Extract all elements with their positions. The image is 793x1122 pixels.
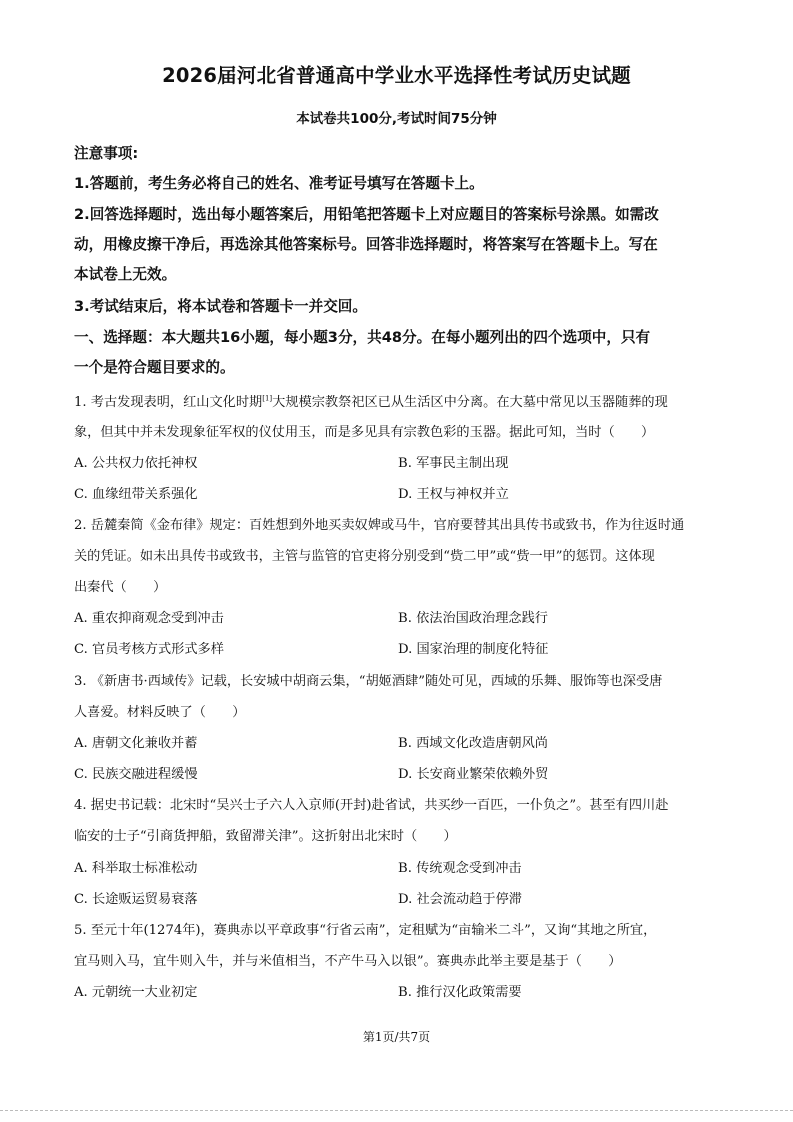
- question-3-stem-line-1: 3. 《新唐书·西域传》记载，长安城中胡商云集，“胡姬酒肆”随处可见，西域的乐舞、服饰等也深受唐: [74, 674, 663, 689]
- notice-heading: 注意事项:: [74, 145, 139, 162]
- page-number: 第1页/共7页: [362, 1030, 431, 1044]
- question-2-stem-line-3: 出秦代（ ）: [74, 580, 167, 595]
- page-title: 2026届河北省普通高中学业水平选择性考试历史试题: [162, 64, 631, 87]
- question-3-option-c[interactable]: C. 民族交融进程缓慢: [74, 767, 198, 782]
- question-2-option-b[interactable]: B. 依法治国政治理念践行: [398, 611, 548, 626]
- question-1-stem-line-2: 象，但其中并未发现象征军权的仪仗用玉，而是多见具有宗教色彩的玉器。据此可知，当时（ ）: [74, 425, 655, 440]
- question-3-option-a[interactable]: A. 唐朝文化兼收并蓄: [74, 736, 198, 751]
- notice-item-3: 3.考试结束后，将本试卷和答题卡一并交回。: [74, 298, 367, 315]
- question-5-option-b[interactable]: B. 推行汉化政策需要: [398, 985, 522, 1000]
- question-5-stem-line-2: 宜马则入马，宜牛则入牛，并与米值相当，不产牛马入以银”。赛典赤此举主要是基于（ ）: [74, 954, 622, 969]
- question-4-option-a[interactable]: A. 科举取士标准松动: [74, 861, 198, 876]
- notice-item-2-line-2: 动，用橡皮擦干净后，再选涂其他答案标号。回答非选择题时，将答案写在答题卡上。写在: [74, 236, 658, 253]
- notice-item-1: 1.答题前，考生务必将自己的姓名、准考证号填写在答题卡上。: [74, 175, 484, 192]
- notice-item-2-line-3: 本试卷上无效。: [74, 266, 177, 283]
- question-2-option-a[interactable]: A. 重农抑商观念受到冲击: [74, 611, 224, 626]
- question-4-option-c[interactable]: C. 长途贩运贸易衰落: [74, 892, 198, 907]
- section-heading-line-1: 一、选择题：本大题共16小题，每小题3分，共48分。在每小题列出的四个选项中，只有: [74, 329, 651, 346]
- question-2-stem-line-2: 关的凭证。如未出具传书或致书，主管与监管的官吏将分别受到“赀二甲”或“赀一甲”的惩罚。这体现: [74, 549, 655, 564]
- question-2-option-d[interactable]: D. 国家治理的制度化特征: [398, 642, 549, 657]
- question-4-stem-line-2: 临安的士子“引商货押船，致留滞关津”。这折射出北宋时（ ）: [74, 829, 457, 844]
- exam-subtitle: 本试卷共100分,考试时间75分钟: [296, 111, 497, 127]
- section-heading-line-2: 一个是符合题目要求的。: [74, 359, 235, 376]
- question-4-option-d[interactable]: D. 社会流动趋于停滞: [398, 892, 522, 907]
- question-4-option-b[interactable]: B. 传统观念受到冲击: [398, 861, 522, 876]
- question-2-stem-line-1: 2. 岳麓秦简《金布律》规定：百姓想到外地买卖奴婢或马牛，官府要替其出具传书或致书，作为往返时通: [74, 518, 685, 533]
- question-5-option-a[interactable]: A. 元朝统一大业初定: [74, 985, 198, 1000]
- question-5-stem-line-1: 5. 至元十年(1274年)，赛典赤以平章政事“行省云南”，定租赋为“亩输米二斗”，又询“其地之所宜，: [74, 923, 657, 938]
- question-1-stem-line-1: 1. 考古发现表明，红山文化时期[1]大规模宗教祭祀区已从生活区中分离。在大墓中常见以玉器随葬的现: [74, 394, 668, 410]
- page-divider: [0, 1110, 793, 1111]
- notice-item-2-line-1: 2.回答选择题时，选出每小题答案后，用铅笔把答题卡上对应题目的答案标号涂黑。如需改: [74, 206, 659, 223]
- question-1-option-d[interactable]: D. 王权与神权并立: [398, 487, 509, 502]
- question-1-option-a[interactable]: A. 公共权力依托神权: [74, 456, 198, 471]
- question-4-stem-line-1: 4. 据史书记载：北宋时“吴兴士子六人入京师(开封)赴省试，共买纱一百匹，一仆负之”。甚至有四川赴: [74, 798, 669, 813]
- question-2-option-c[interactable]: C. 官员考核方式形式多样: [74, 642, 224, 657]
- question-1-option-b[interactable]: B. 军事民主制出现: [398, 456, 509, 471]
- question-3-option-d[interactable]: D. 长安商业繁荣依赖外贸: [398, 767, 549, 782]
- question-1-option-c[interactable]: C. 血缘纽带关系强化: [74, 487, 198, 502]
- question-3-option-b[interactable]: B. 西域文化改造唐朝风尚: [398, 736, 548, 751]
- citation-mark: [1]: [262, 394, 273, 403]
- question-3-stem-line-2: 人喜爱。材料反映了（ ）: [74, 705, 246, 720]
